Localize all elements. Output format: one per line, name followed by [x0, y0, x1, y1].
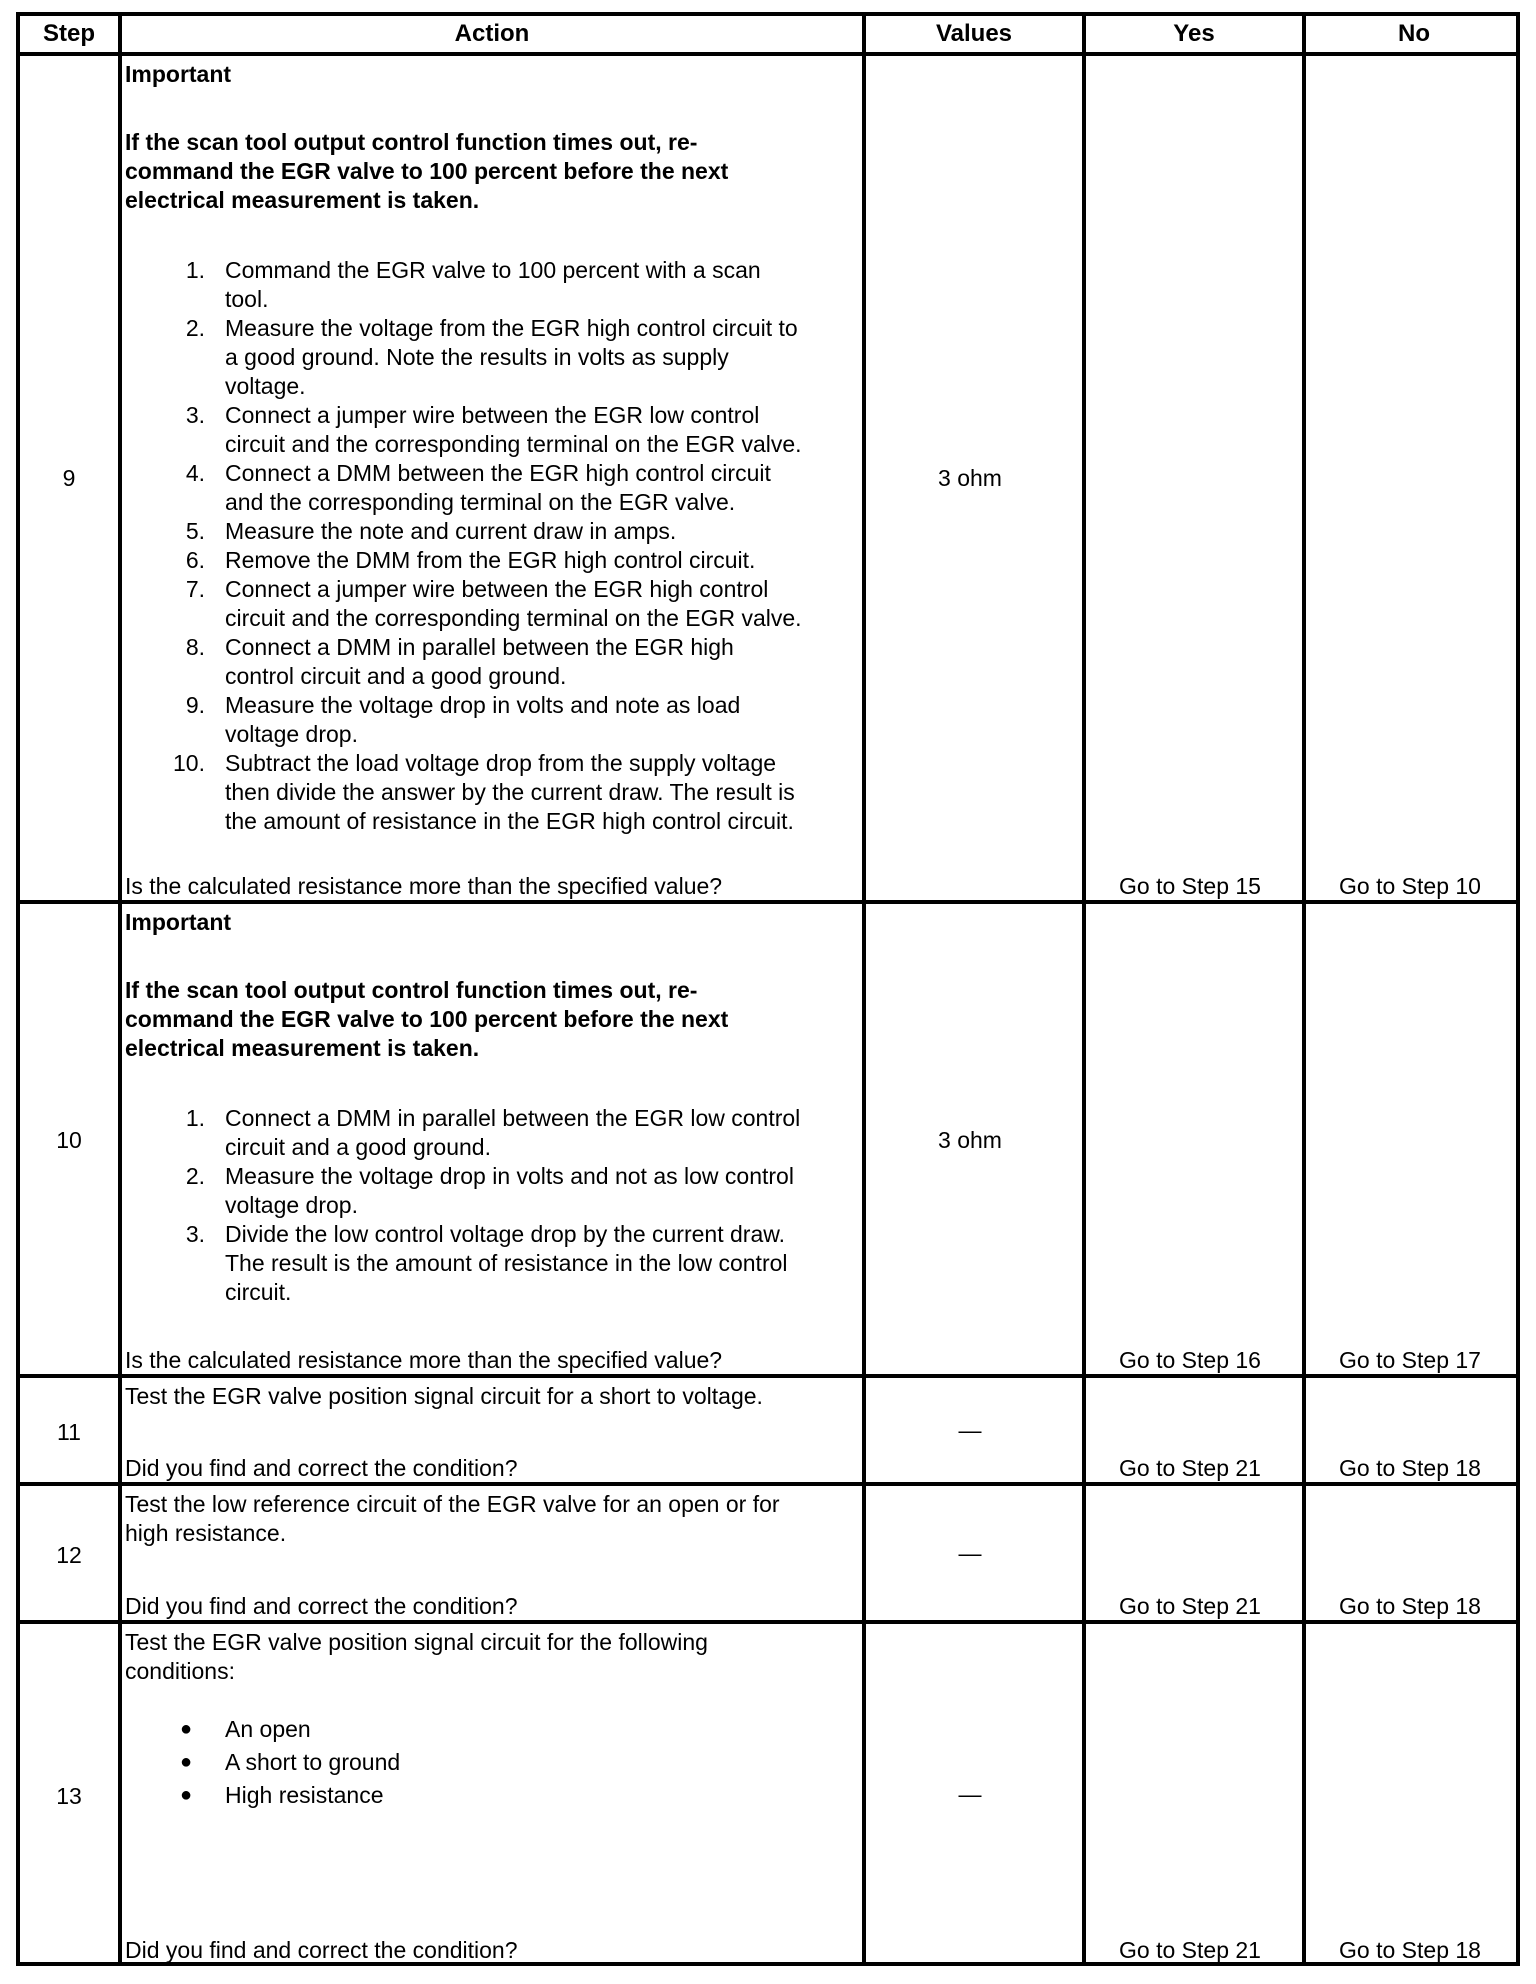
- list-item: Connect a jumper wire between the EGR high control: [225, 576, 769, 602]
- no-cell: Go to Step 18: [1339, 1455, 1481, 1481]
- list-item: voltage.: [225, 373, 306, 399]
- list-item: circuit and the corresponding terminal on the EGR valve.: [225, 431, 802, 457]
- list-number: 4.: [185, 460, 205, 486]
- step-number: 11: [57, 1419, 81, 1445]
- header-action: Action: [454, 20, 530, 47]
- list-number: 10.: [173, 750, 205, 776]
- column-divider: [1082, 16, 1086, 1962]
- header-no: No: [1398, 20, 1430, 47]
- value-cell: —: [958, 1540, 982, 1566]
- list-item: circuit.: [225, 1279, 292, 1305]
- list-item: Connect a DMM in parallel between the EGR high: [225, 634, 734, 660]
- bullet-icon: ●: [180, 1718, 193, 1740]
- header-yes: Yes: [1173, 20, 1215, 47]
- action-text: conditions:: [125, 1658, 235, 1684]
- column-divider: [862, 16, 866, 1962]
- list-item: Command the EGR valve to 100 percent with a scan: [225, 257, 761, 283]
- step-number: 10: [56, 1127, 82, 1153]
- list-number: 6.: [185, 547, 205, 573]
- list-item: the amount of resistance in the EGR high control circuit.: [225, 808, 794, 834]
- list-item: Measure the voltage drop in volts and not as low control: [225, 1163, 794, 1189]
- list-item: tool.: [225, 286, 269, 312]
- note-line: If the scan tool output control function times out, re-: [125, 977, 698, 1003]
- list-number: 8.: [185, 634, 205, 660]
- list-item: control circuit and a good ground.: [225, 663, 567, 689]
- list-item: Measure the voltage drop in volts and note as load: [225, 692, 741, 718]
- list-item: and the corresponding terminal on the EGR valve.: [225, 489, 736, 515]
- list-item: circuit and the corresponding terminal on the EGR valve.: [225, 605, 802, 631]
- list-number: 2.: [185, 1163, 205, 1189]
- question-text: Is the calculated resistance more than the specified value?: [125, 873, 723, 899]
- list-item: Divide the low control voltage drop by the current draw.: [225, 1221, 785, 1247]
- bullet-item: High resistance: [225, 1782, 384, 1808]
- question-text: Did you find and correct the condition?: [125, 1455, 518, 1481]
- list-item: Measure the voltage from the EGR high control circuit to: [225, 315, 798, 341]
- list-number: 7.: [185, 576, 205, 602]
- note-line: electrical measurement is taken.: [125, 187, 480, 213]
- value-cell: —: [958, 1417, 982, 1443]
- list-item: voltage drop.: [225, 721, 358, 747]
- bullet-item: A short to ground: [225, 1749, 401, 1775]
- list-number: 3.: [185, 1221, 205, 1247]
- bullet-icon: ●: [180, 1784, 193, 1806]
- yes-cell: Go to Step 21: [1119, 1593, 1261, 1619]
- note-line: electrical measurement is taken.: [125, 1035, 480, 1061]
- bullet-item: An open: [225, 1716, 311, 1742]
- list-item: The result is the amount of resistance in the low control: [225, 1250, 788, 1276]
- list-item: Connect a jumper wire between the EGR low control: [225, 402, 760, 428]
- action-text: Test the EGR valve position signal circuit for a short to voltage.: [125, 1383, 763, 1409]
- yes-cell: Go to Step 21: [1119, 1937, 1261, 1963]
- bullet-icon: ●: [180, 1751, 193, 1773]
- list-item: voltage drop.: [225, 1192, 358, 1218]
- no-cell: Go to Step 17: [1339, 1347, 1481, 1373]
- column-divider: [118, 16, 122, 1962]
- list-item: Measure the note and current draw in amps.: [225, 518, 677, 544]
- note-line: If the scan tool output control function times out, re-: [125, 129, 698, 155]
- yes-cell: Go to Step 21: [1119, 1455, 1261, 1481]
- question-text: Did you find and correct the condition?: [125, 1937, 518, 1963]
- list-number: 9.: [185, 692, 205, 718]
- important-label: Important: [125, 61, 232, 87]
- value-cell: 3 ohm: [938, 1127, 1002, 1153]
- header-values: Values: [935, 20, 1013, 47]
- list-number: 1.: [185, 1105, 205, 1131]
- step-number: 9: [62, 465, 76, 491]
- list-number: 1.: [185, 257, 205, 283]
- value-cell: —: [958, 1781, 982, 1807]
- no-cell: Go to Step 18: [1339, 1937, 1481, 1963]
- action-text: high resistance.: [125, 1520, 287, 1546]
- note-line: command the EGR valve to 100 percent before the next: [125, 1006, 729, 1032]
- yes-cell: Go to Step 15: [1119, 873, 1261, 899]
- diagnostic-table: [16, 12, 1520, 1966]
- question-text: Did you find and correct the condition?: [125, 1593, 518, 1619]
- no-cell: Go to Step 18: [1339, 1593, 1481, 1619]
- value-cell: 3 ohm: [938, 465, 1002, 491]
- list-item: Subtract the load voltage drop from the supply voltage: [225, 750, 777, 776]
- list-item: a good ground. Note the results in volts as supply: [225, 344, 729, 370]
- note-line: command the EGR valve to 100 percent before the next: [125, 158, 729, 184]
- step-number: 13: [56, 1783, 82, 1809]
- list-item: then divide the answer by the current draw. The result is: [225, 779, 795, 805]
- column-divider: [1302, 16, 1306, 1962]
- list-item: Connect a DMM between the EGR high control circuit: [225, 460, 771, 486]
- yes-cell: Go to Step 16: [1119, 1347, 1261, 1373]
- list-number: 5.: [185, 518, 205, 544]
- no-cell: Go to Step 10: [1339, 873, 1481, 899]
- list-item: Remove the DMM from the EGR high control circuit.: [225, 547, 756, 573]
- row-divider: [20, 52, 1516, 56]
- list-item: circuit and a good ground.: [225, 1134, 491, 1160]
- important-label: Important: [125, 909, 232, 935]
- list-item: Connect a DMM in parallel between the EGR low control: [225, 1105, 801, 1131]
- action-text: Test the EGR valve position signal circuit for the following: [125, 1629, 708, 1655]
- header-step: Step: [42, 20, 95, 47]
- step-number: 12: [56, 1542, 82, 1568]
- list-number: 2.: [185, 315, 205, 341]
- list-number: 3.: [185, 402, 205, 428]
- question-text: Is the calculated resistance more than the specified value?: [125, 1347, 723, 1373]
- action-text: Test the low reference circuit of the EGR valve for an open or for: [125, 1491, 780, 1517]
